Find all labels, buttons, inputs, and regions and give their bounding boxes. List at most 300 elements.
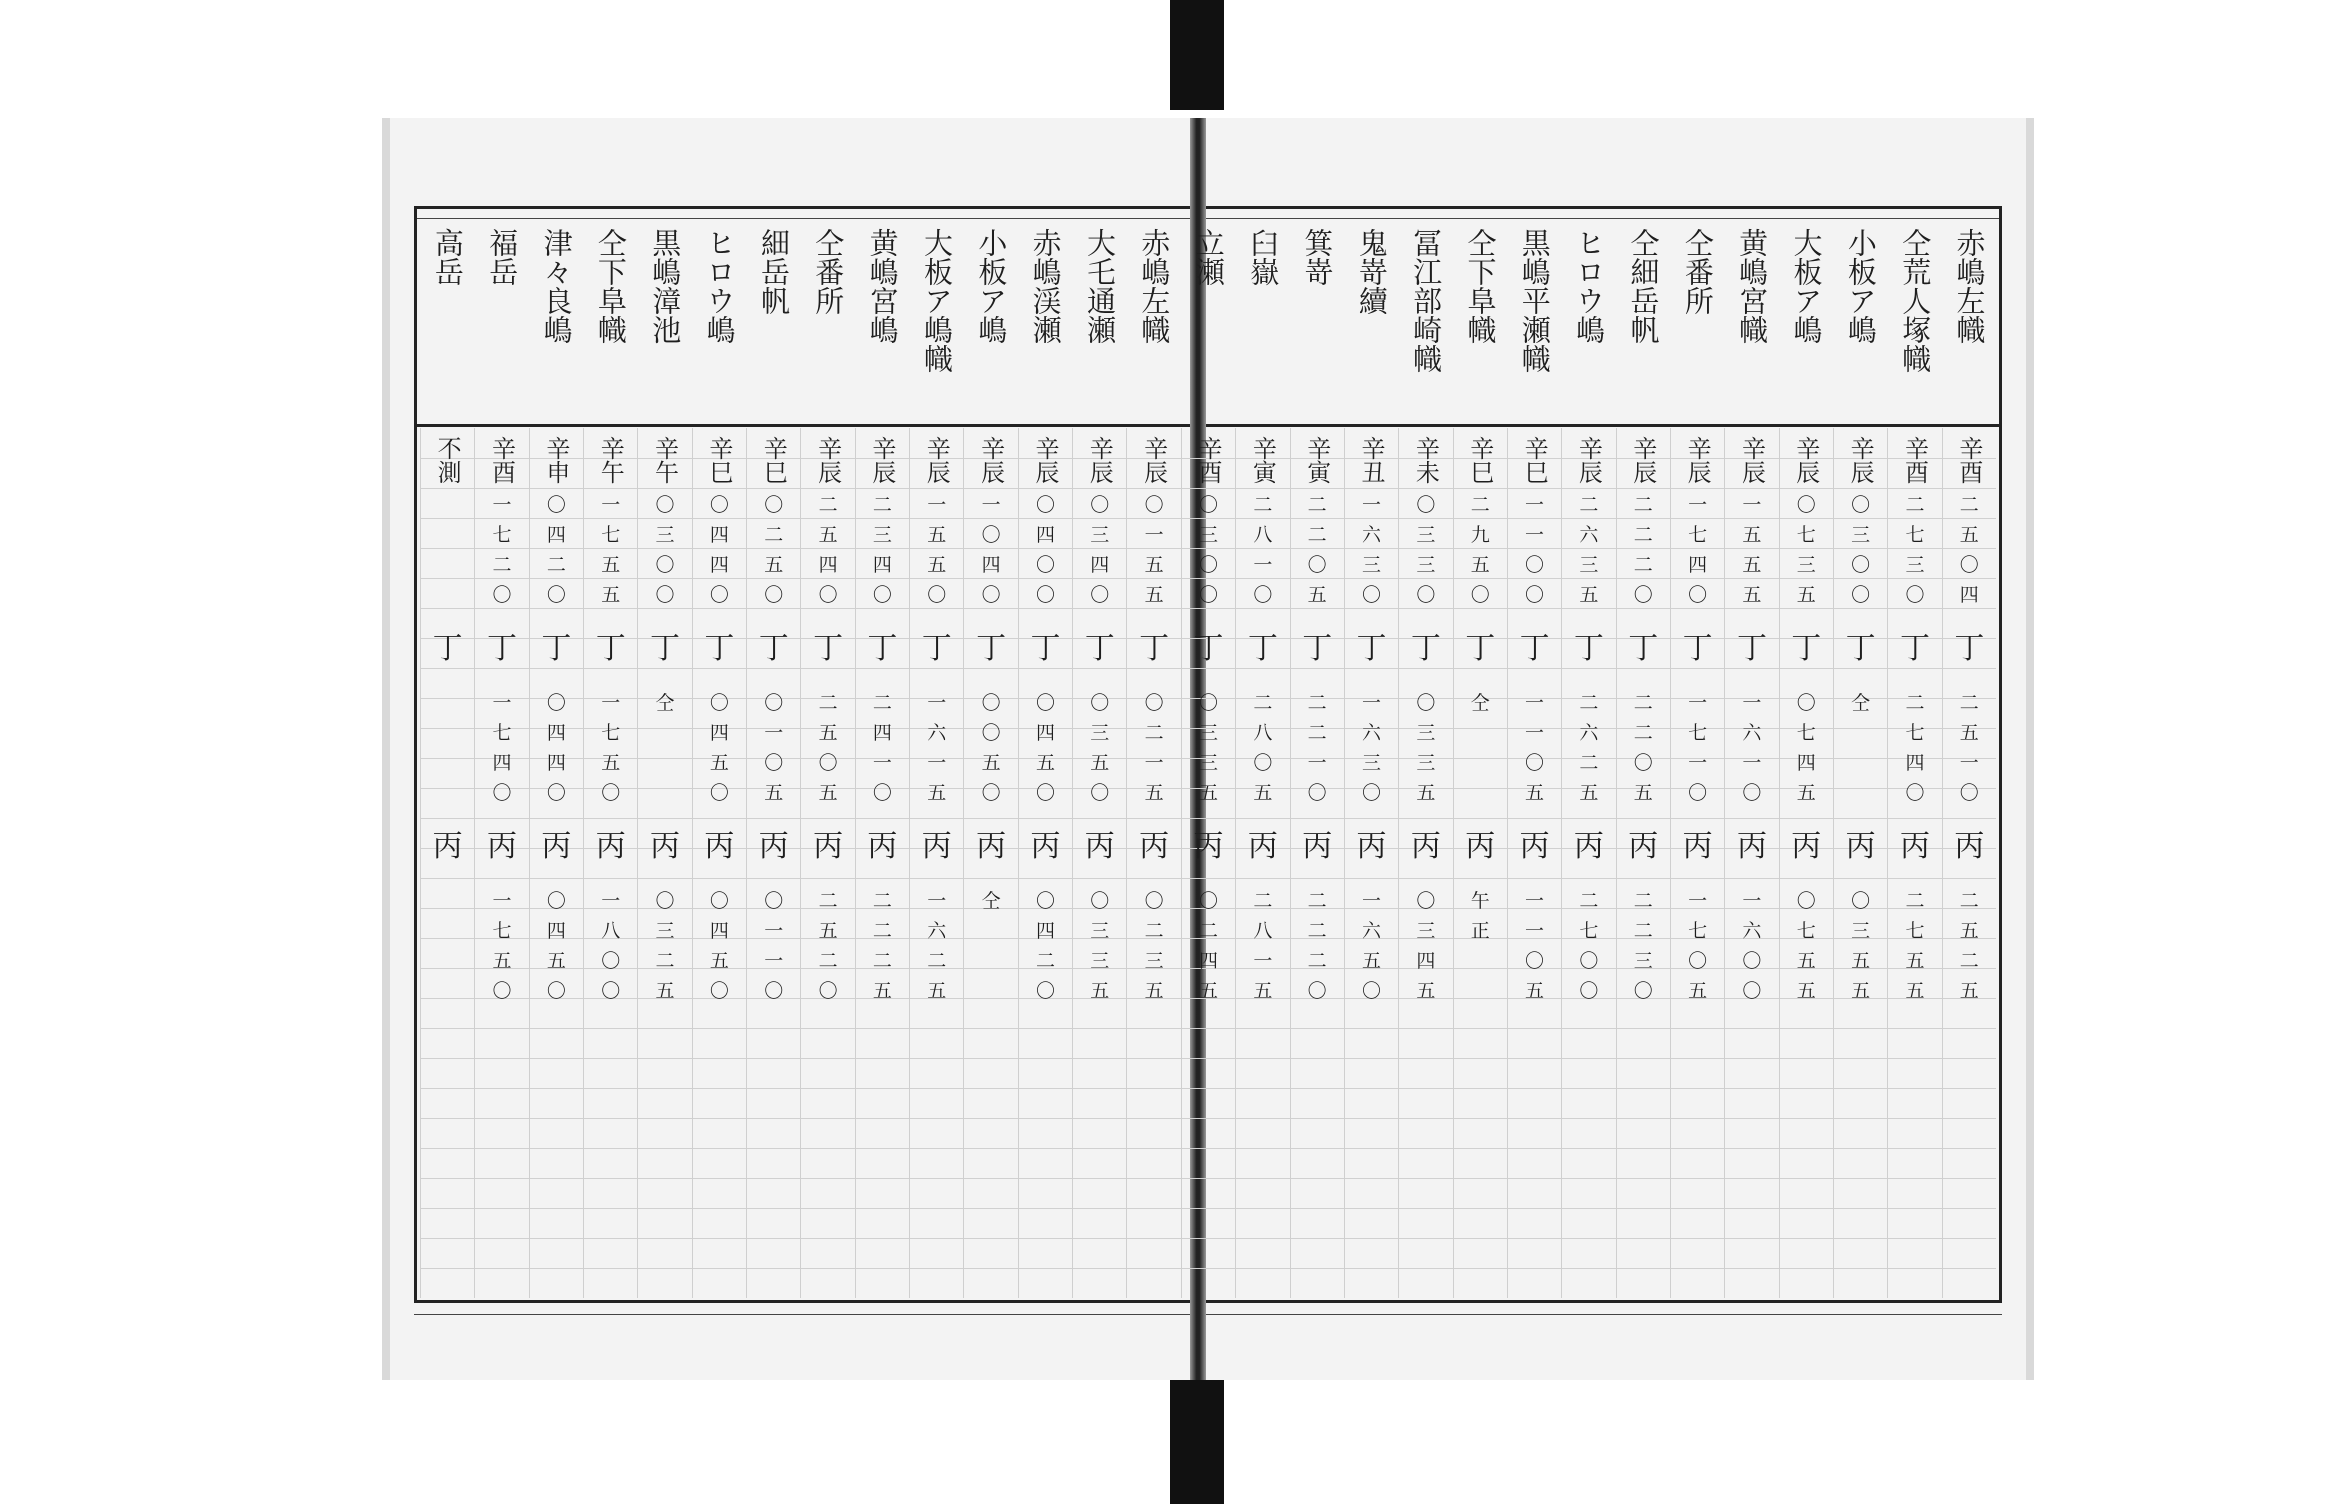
value-cell: 二 bbox=[872, 950, 892, 972]
value-cell: 五 bbox=[1579, 782, 1599, 804]
value-cell: 〇 bbox=[546, 782, 566, 804]
value-cell: 〇 bbox=[655, 554, 675, 576]
value-cell: 〇 bbox=[981, 722, 1001, 744]
column-header bbox=[856, 224, 909, 428]
date-label: 辛辰 bbox=[1030, 436, 1059, 484]
value-cell: 八 bbox=[1253, 524, 1273, 546]
bing-mark: 丙 bbox=[1247, 829, 1278, 864]
value-cell: 一 bbox=[1144, 524, 1164, 546]
value-cell: 二 bbox=[1579, 752, 1599, 774]
location-name: 津々良嶋 bbox=[539, 228, 574, 344]
value-cell: 〇 bbox=[981, 584, 1001, 606]
value-cell: 一 bbox=[492, 494, 512, 516]
table-column bbox=[1670, 228, 1724, 1298]
location-name: 臼嶽 bbox=[1246, 228, 1281, 286]
value-cell: 五 bbox=[1905, 950, 1925, 972]
table-column bbox=[1290, 228, 1344, 1298]
value-cell: 仝 bbox=[1851, 692, 1871, 714]
value-cell: 九 bbox=[1470, 524, 1490, 546]
value-cell: 一 bbox=[1525, 890, 1545, 912]
value-cell: 五 bbox=[1253, 980, 1273, 1002]
bottom-border-rule bbox=[414, 1300, 2002, 1303]
location-name: 立瀬 bbox=[1191, 228, 1226, 286]
table-column bbox=[1453, 228, 1507, 1298]
value-cell: 五 bbox=[1525, 980, 1545, 1002]
value-cell: 三 bbox=[1090, 950, 1110, 972]
value-cell: 七 bbox=[1796, 524, 1816, 546]
value-cell: 五 bbox=[1362, 950, 1382, 972]
date-label: 辛辰 bbox=[1139, 436, 1168, 484]
column-header bbox=[1780, 224, 1833, 428]
value-cell: 五 bbox=[1905, 980, 1925, 1002]
value-cell bbox=[964, 946, 1017, 976]
bing-mark: 丙 bbox=[813, 829, 844, 864]
table-column bbox=[1833, 228, 1887, 1298]
value-cell: 〇 bbox=[1742, 782, 1762, 804]
value-cell: 五 bbox=[1959, 920, 1979, 942]
value-cell: 七 bbox=[492, 920, 512, 942]
date-label: 辛巳 bbox=[759, 436, 788, 484]
value-cell: 五 bbox=[601, 584, 621, 606]
value-cell: 二 bbox=[1633, 890, 1653, 912]
value-cell: 一 bbox=[1688, 692, 1708, 714]
value-cell: 四 bbox=[1959, 584, 1979, 606]
value-cell: 五 bbox=[872, 980, 892, 1002]
bing-mark: 丙 bbox=[758, 829, 789, 864]
date-label: 辛酉 bbox=[487, 436, 516, 484]
ding-mark: 丁 bbox=[1465, 631, 1496, 666]
value-cell: 二 bbox=[818, 494, 838, 516]
value-cell: 四 bbox=[546, 722, 566, 744]
value-cell: 〇 bbox=[872, 584, 892, 606]
value-cell: 五 bbox=[655, 980, 675, 1002]
value-cell: 三 bbox=[655, 920, 675, 942]
location-name: ヒロウ嶋 bbox=[1572, 228, 1607, 344]
value-cell: 五 bbox=[981, 752, 1001, 774]
value-cell: 〇 bbox=[1307, 980, 1327, 1002]
value-cell: 〇 bbox=[764, 890, 784, 912]
value-cell: 二 bbox=[1144, 722, 1164, 744]
column-header bbox=[1671, 224, 1724, 428]
value-cell: 一 bbox=[927, 890, 947, 912]
location-name: 仝荒人塚幟 bbox=[1898, 228, 1933, 373]
value-cell: 四 bbox=[709, 524, 729, 546]
value-cell: 二 bbox=[818, 950, 838, 972]
table-column bbox=[474, 228, 528, 1298]
value-cell: 二 bbox=[818, 692, 838, 714]
value-cell: 四 bbox=[872, 722, 892, 744]
value-cell: 七 bbox=[1796, 920, 1816, 942]
location-name: 赤嶋渓瀬 bbox=[1028, 228, 1063, 344]
value-cell: 〇 bbox=[1796, 494, 1816, 516]
value-cell bbox=[1834, 748, 1887, 778]
value-cell bbox=[421, 520, 474, 550]
date-label: 辛巳 bbox=[1465, 436, 1494, 484]
bing-mark: 丙 bbox=[650, 829, 681, 864]
value-cell: 〇 bbox=[1035, 890, 1055, 912]
bing-mark: 丙 bbox=[1573, 829, 1604, 864]
value-cell: 〇 bbox=[764, 692, 784, 714]
value-cell bbox=[964, 916, 1017, 946]
value-cell: 六 bbox=[1579, 524, 1599, 546]
value-cell: 〇 bbox=[981, 692, 1001, 714]
date-label: 辛辰 bbox=[1628, 436, 1657, 484]
value-cell: 一 bbox=[601, 494, 621, 516]
location-name: ヒロウ嶋 bbox=[702, 228, 737, 344]
ding-mark: 丁 bbox=[1791, 631, 1822, 666]
bing-mark: 丙 bbox=[867, 829, 898, 864]
ding-mark: 丁 bbox=[1628, 631, 1659, 666]
value-cell bbox=[1454, 718, 1507, 748]
value-cell: 〇 bbox=[1851, 494, 1871, 516]
column-header bbox=[638, 224, 691, 428]
bing-mark: 丙 bbox=[1899, 829, 1930, 864]
value-cell: 七 bbox=[601, 524, 621, 546]
date-label: 辛辰 bbox=[867, 436, 896, 484]
value-cell: 二 bbox=[1307, 722, 1327, 744]
value-cell: 〇 bbox=[1035, 494, 1055, 516]
date-label: 辛辰 bbox=[1683, 436, 1712, 484]
value-cell: 五 bbox=[927, 782, 947, 804]
value-cell: 五 bbox=[1742, 554, 1762, 576]
value-cell: 〇 bbox=[492, 584, 512, 606]
column-header bbox=[964, 224, 1017, 428]
bing-mark: 丙 bbox=[1084, 829, 1115, 864]
value-cell: 一 bbox=[1362, 494, 1382, 516]
value-cell bbox=[421, 976, 474, 1006]
value-cell: 一 bbox=[492, 890, 512, 912]
value-cell: 五 bbox=[1198, 980, 1218, 1002]
value-cell: 五 bbox=[1796, 980, 1816, 1002]
value-cell: 五 bbox=[1688, 980, 1708, 1002]
value-cell: 五 bbox=[1796, 584, 1816, 606]
value-cell: 五 bbox=[1090, 752, 1110, 774]
value-cell bbox=[1454, 976, 1507, 1006]
location-name: 高岳 bbox=[430, 228, 465, 286]
date-label: 辛寅 bbox=[1248, 436, 1277, 484]
value-cell: 〇 bbox=[1416, 692, 1436, 714]
column-header bbox=[693, 224, 746, 428]
top-inner-rule bbox=[414, 218, 2002, 219]
value-cell: 二 bbox=[1253, 890, 1273, 912]
value-cell: 〇 bbox=[818, 584, 838, 606]
value-cell: 一 bbox=[1362, 692, 1382, 714]
value-cell bbox=[421, 748, 474, 778]
value-cell: 一 bbox=[1253, 554, 1273, 576]
value-cell: 五 bbox=[1796, 950, 1816, 972]
value-cell: 〇 bbox=[1035, 692, 1055, 714]
value-cell: 仝 bbox=[981, 890, 1001, 912]
location-name: 仝番所 bbox=[811, 228, 846, 315]
bing-mark: 丙 bbox=[1139, 829, 1170, 864]
value-cell: 五 bbox=[1144, 584, 1164, 606]
value-cell: 〇 bbox=[1579, 980, 1599, 1002]
value-cell: 四 bbox=[1198, 950, 1218, 972]
value-cell: 五 bbox=[818, 524, 838, 546]
table-column bbox=[963, 228, 1017, 1298]
value-cell: 五 bbox=[601, 752, 621, 774]
value-cell: 二 bbox=[1579, 494, 1599, 516]
value-cell: 〇 bbox=[981, 782, 1001, 804]
column-header bbox=[910, 224, 963, 428]
value-cell: 七 bbox=[492, 524, 512, 546]
value-cell: 二 bbox=[1579, 692, 1599, 714]
value-cell: 二 bbox=[1253, 494, 1273, 516]
value-cell: 正 bbox=[1470, 920, 1490, 942]
value-cell: 〇 bbox=[1198, 890, 1218, 912]
ding-mark: 丁 bbox=[650, 631, 681, 666]
value-cell: 五 bbox=[764, 554, 784, 576]
table-column bbox=[1072, 228, 1126, 1298]
bing-mark: 丙 bbox=[595, 829, 626, 864]
value-cell: 四 bbox=[492, 752, 512, 774]
column-header bbox=[1345, 224, 1398, 428]
value-cell: 四 bbox=[709, 722, 729, 744]
value-cell: 一 bbox=[1688, 494, 1708, 516]
value-cell: 三 bbox=[1796, 554, 1816, 576]
value-cell: 八 bbox=[601, 920, 621, 942]
value-cell bbox=[421, 916, 474, 946]
bing-mark: 丙 bbox=[1030, 829, 1061, 864]
bing-mark: 丙 bbox=[1682, 829, 1713, 864]
value-cell: 〇 bbox=[1035, 554, 1055, 576]
value-cell: 三 bbox=[1416, 524, 1436, 546]
column-header bbox=[1943, 224, 1996, 428]
value-cell: 二 bbox=[1307, 524, 1327, 546]
value-cell: 〇 bbox=[1307, 554, 1327, 576]
bing-mark: 丙 bbox=[1736, 829, 1767, 864]
right-border-rule bbox=[1999, 206, 2002, 1303]
value-cell: 七 bbox=[1796, 722, 1816, 744]
value-cell: 〇 bbox=[655, 890, 675, 912]
value-cell: 三 bbox=[1090, 524, 1110, 546]
bing-mark: 丙 bbox=[487, 829, 518, 864]
value-cell: 一 bbox=[1742, 494, 1762, 516]
column-header bbox=[1019, 224, 1072, 428]
date-label: 辛丑 bbox=[1357, 436, 1386, 484]
value-cell: 〇 bbox=[1198, 494, 1218, 516]
column-header bbox=[1617, 224, 1670, 428]
value-cell: 二 bbox=[1307, 494, 1327, 516]
table-column bbox=[692, 228, 746, 1298]
value-cell: 〇 bbox=[1090, 584, 1110, 606]
table-column bbox=[1398, 228, 1452, 1298]
date-label: 辛辰 bbox=[1791, 436, 1820, 484]
value-cell: 五 bbox=[1959, 722, 1979, 744]
value-cell: 四 bbox=[709, 920, 729, 942]
column-header bbox=[1725, 224, 1778, 428]
value-cell: 四 bbox=[546, 752, 566, 774]
value-cell: 〇 bbox=[546, 494, 566, 516]
ding-mark: 丁 bbox=[1356, 631, 1387, 666]
value-cell: 〇 bbox=[1688, 950, 1708, 972]
value-cell: 一 bbox=[981, 494, 1001, 516]
value-cell: 〇 bbox=[1796, 692, 1816, 714]
value-cell: 六 bbox=[927, 920, 947, 942]
location-name: 小板ア嶋 bbox=[1843, 228, 1878, 344]
value-cell: 〇 bbox=[709, 890, 729, 912]
value-cell: 一 bbox=[1688, 890, 1708, 912]
value-cell: 六 bbox=[927, 722, 947, 744]
value-cell: 二 bbox=[1198, 920, 1218, 942]
value-cell: 〇 bbox=[1633, 752, 1653, 774]
value-cell: 〇 bbox=[1633, 980, 1653, 1002]
ding-mark: 丁 bbox=[976, 631, 1007, 666]
value-cell: 二 bbox=[655, 950, 675, 972]
value-cell: 二 bbox=[1959, 692, 1979, 714]
value-cell: 一 bbox=[1362, 890, 1382, 912]
value-cell: 〇 bbox=[655, 584, 675, 606]
table-column bbox=[1942, 228, 1996, 1298]
value-cell: 五 bbox=[1144, 980, 1164, 1002]
value-cell: 〇 bbox=[1742, 950, 1762, 972]
ding-mark: 丁 bbox=[1030, 631, 1061, 666]
value-cell: 五 bbox=[818, 920, 838, 942]
ding-mark: 丁 bbox=[758, 631, 789, 666]
value-cell: 〇 bbox=[1688, 782, 1708, 804]
table-column bbox=[1724, 228, 1778, 1298]
column-header bbox=[1888, 224, 1941, 428]
value-cell: 〇 bbox=[546, 890, 566, 912]
value-cell: 五 bbox=[709, 950, 729, 972]
value-cell: 五 bbox=[1416, 782, 1436, 804]
value-cell: 〇 bbox=[1362, 584, 1382, 606]
value-cell: 〇 bbox=[655, 494, 675, 516]
date-label: 辛午 bbox=[650, 436, 679, 484]
value-cell: 二 bbox=[818, 890, 838, 912]
value-cell: 〇 bbox=[546, 584, 566, 606]
value-cell: 二 bbox=[492, 554, 512, 576]
value-cell: 二 bbox=[1905, 692, 1925, 714]
value-cell bbox=[421, 778, 474, 808]
value-cell: 〇 bbox=[1525, 752, 1545, 774]
value-cell: 〇 bbox=[709, 494, 729, 516]
value-cell: 〇 bbox=[1579, 950, 1599, 972]
left-border-rule bbox=[414, 206, 417, 1303]
value-cell bbox=[638, 718, 691, 748]
value-cell: 〇 bbox=[1905, 782, 1925, 804]
observation-table bbox=[420, 228, 1996, 1298]
value-cell: 〇 bbox=[1851, 584, 1871, 606]
value-cell: 七 bbox=[1688, 524, 1708, 546]
value-cell: 〇 bbox=[1362, 980, 1382, 1002]
value-cell: 六 bbox=[1362, 920, 1382, 942]
value-cell: 〇 bbox=[1688, 584, 1708, 606]
value-cell: 七 bbox=[1688, 722, 1708, 744]
value-cell: 〇 bbox=[764, 980, 784, 1002]
value-cell: 三 bbox=[1198, 722, 1218, 744]
value-cell: 二 bbox=[1633, 554, 1653, 576]
value-cell: 〇 bbox=[492, 782, 512, 804]
bing-mark: 丙 bbox=[921, 829, 952, 864]
column-header bbox=[1073, 224, 1126, 428]
value-cell: 一 bbox=[1742, 752, 1762, 774]
value-cell: 一 bbox=[764, 950, 784, 972]
ding-mark: 丁 bbox=[1084, 631, 1115, 666]
value-cell: 〇 bbox=[1090, 782, 1110, 804]
value-cell: 〇 bbox=[1035, 980, 1055, 1002]
value-cell: 〇 bbox=[601, 980, 621, 1002]
value-cell: 〇 bbox=[1416, 584, 1436, 606]
value-cell: 仝 bbox=[655, 692, 675, 714]
ding-mark: 丁 bbox=[595, 631, 626, 666]
value-cell: 三 bbox=[655, 524, 675, 546]
location-name: 黒嶋漳池 bbox=[648, 228, 683, 344]
value-cell: 五 bbox=[1035, 752, 1055, 774]
value-cell: 〇 bbox=[1959, 554, 1979, 576]
value-cell: 一 bbox=[927, 692, 947, 714]
location-name: 細岳帆 bbox=[756, 228, 791, 315]
value-cell: 五 bbox=[818, 722, 838, 744]
date-label: 辛申 bbox=[541, 436, 570, 484]
date-label: 辛辰 bbox=[1846, 436, 1875, 484]
ding-mark: 丁 bbox=[1519, 631, 1550, 666]
value-cell bbox=[1454, 748, 1507, 778]
ding-mark: 丁 bbox=[1573, 631, 1604, 666]
value-cell: 〇 bbox=[764, 584, 784, 606]
value-cell: 七 bbox=[1579, 920, 1599, 942]
bing-mark: 丙 bbox=[432, 829, 463, 864]
value-cell bbox=[1454, 946, 1507, 976]
date-label: 辛辰 bbox=[1737, 436, 1766, 484]
value-cell: 五 bbox=[1090, 980, 1110, 1002]
value-cell: 二 bbox=[872, 890, 892, 912]
location-name: 仝下阜幟 bbox=[1463, 228, 1498, 344]
date-label: 辛辰 bbox=[813, 436, 842, 484]
top-border-rule bbox=[414, 206, 2002, 209]
value-cell: 一 bbox=[764, 920, 784, 942]
bing-mark: 丙 bbox=[1356, 829, 1387, 864]
value-cell: 〇 bbox=[1851, 554, 1871, 576]
value-cell: 〇 bbox=[1525, 554, 1545, 576]
ding-mark: 丁 bbox=[487, 631, 518, 666]
value-cell: 一 bbox=[1959, 752, 1979, 774]
value-cell: 二 bbox=[872, 692, 892, 714]
value-cell: 五 bbox=[1959, 980, 1979, 1002]
value-cell: 六 bbox=[1742, 722, 1762, 744]
bing-mark: 丙 bbox=[1954, 829, 1985, 864]
bing-mark: 丙 bbox=[976, 829, 1007, 864]
value-cell: 〇 bbox=[981, 524, 1001, 546]
column-header bbox=[801, 224, 854, 428]
value-cell: 二 bbox=[872, 920, 892, 942]
table-column bbox=[529, 228, 583, 1298]
table-column bbox=[1779, 228, 1833, 1298]
location-name: 仝下阜幟 bbox=[593, 228, 628, 344]
value-cell: 四 bbox=[1796, 752, 1816, 774]
value-cell: 五 bbox=[927, 524, 947, 546]
value-cell: 〇 bbox=[1198, 692, 1218, 714]
value-cell: 〇 bbox=[1144, 692, 1164, 714]
value-cell: 〇 bbox=[764, 752, 784, 774]
left-page-edge bbox=[382, 118, 390, 1380]
value-cell: 〇 bbox=[1090, 890, 1110, 912]
date-label: 不測 bbox=[433, 436, 462, 484]
value-cell: 二 bbox=[1307, 692, 1327, 714]
right-page-edge bbox=[2026, 118, 2034, 1380]
value-cell: 一 bbox=[601, 692, 621, 714]
value-cell: 一 bbox=[872, 752, 892, 774]
bing-mark: 丙 bbox=[1410, 829, 1441, 864]
value-cell: 二 bbox=[1959, 494, 1979, 516]
value-cell bbox=[421, 688, 474, 718]
value-cell: 五 bbox=[1959, 524, 1979, 546]
value-cell: 六 bbox=[1579, 722, 1599, 744]
value-cell bbox=[421, 490, 474, 520]
value-cell: 五 bbox=[1307, 584, 1327, 606]
value-cell: 二 bbox=[1144, 920, 1164, 942]
value-cell: 仝 bbox=[1470, 692, 1490, 714]
